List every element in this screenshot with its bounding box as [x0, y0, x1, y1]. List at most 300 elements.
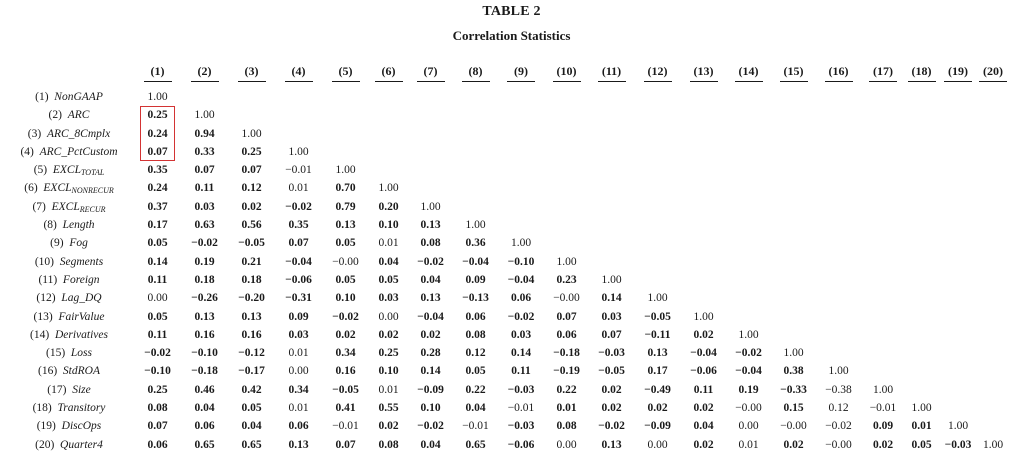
- correlation-value: −0.49: [644, 383, 671, 396]
- empty-cell: [726, 271, 771, 289]
- correlation-value: −0.02: [191, 237, 218, 250]
- variable-name: EXCL: [51, 200, 80, 213]
- empty-cell: [408, 143, 453, 161]
- correlation-value: 0.15: [783, 402, 804, 415]
- correlation-value: 0.02: [783, 438, 804, 451]
- empty-cell: [978, 161, 1008, 179]
- empty-cell: [726, 106, 771, 124]
- correlation-value: 0.10: [420, 402, 441, 415]
- empty-cell: [589, 88, 634, 106]
- correlation-value: 0.63: [194, 219, 215, 232]
- correlation-value: −0.18: [553, 347, 580, 360]
- empty-cell: [498, 88, 544, 106]
- correlation-value: 1.00: [783, 347, 804, 360]
- empty-cell: [978, 271, 1008, 289]
- empty-cell: [681, 234, 726, 252]
- correlation-value: 0.00: [147, 292, 168, 305]
- empty-cell: [905, 198, 938, 216]
- empty-cell: [634, 106, 681, 124]
- correlation-value: −0.02: [417, 255, 444, 268]
- column-header: [589, 60, 634, 82]
- row-number: (8): [43, 219, 60, 232]
- empty-cell: [408, 106, 453, 124]
- empty-cell: [905, 106, 938, 124]
- correlation-value: 0.28: [420, 347, 441, 360]
- column-header: [369, 60, 408, 82]
- empty-cell: [861, 344, 905, 362]
- correlation-value: −0.02: [735, 347, 762, 360]
- variable-name: Foreign: [62, 273, 100, 286]
- empty-cell: [905, 216, 938, 234]
- empty-cell: [861, 125, 905, 143]
- correlation-value: 0.10: [378, 365, 399, 378]
- correlation-value: 0.16: [194, 328, 215, 341]
- column-header-label: (5): [332, 62, 360, 82]
- variable-name: DiscOps: [61, 420, 102, 433]
- empty-cell: [816, 125, 861, 143]
- correlation-value: 1.00: [335, 164, 356, 177]
- row-number: (9): [50, 237, 67, 250]
- correlation-value: −0.01: [285, 164, 312, 177]
- correlation-value: 0.14: [147, 255, 168, 268]
- correlation-value: 0.05: [911, 438, 932, 451]
- correlation-value: 0.02: [872, 438, 894, 451]
- row-number: (15): [45, 347, 69, 360]
- correlation-value: 0.11: [194, 182, 215, 195]
- column-header: [275, 60, 322, 82]
- correlation-value: 1.00: [378, 182, 399, 195]
- empty-cell: [978, 253, 1008, 271]
- empty-cell: [634, 161, 681, 179]
- correlation-value: 1.00: [693, 310, 714, 323]
- empty-cell: [771, 289, 816, 307]
- variable-name: Segments: [59, 255, 104, 268]
- empty-cell: [369, 88, 408, 106]
- correlation-table: [4, 60, 1008, 454]
- correlation-value: 0.00: [288, 365, 309, 378]
- correlation-value: −0.04: [507, 273, 535, 286]
- empty-cell: [634, 253, 681, 271]
- column-header: [938, 60, 978, 82]
- correlation-value: 0.20: [378, 200, 399, 213]
- column-header-label: (4): [285, 62, 313, 82]
- correlation-value: 0.01: [556, 402, 577, 415]
- empty-cell: [938, 253, 978, 271]
- table-subtitle: Correlation Statistics: [452, 28, 571, 43]
- empty-cell: [726, 143, 771, 161]
- empty-cell: [453, 161, 498, 179]
- empty-cell: [181, 88, 228, 106]
- empty-cell: [816, 308, 861, 326]
- correlation-value: 0.24: [147, 127, 168, 140]
- correlation-value: −0.00: [553, 292, 580, 305]
- column-header: [134, 60, 181, 82]
- correlation-value: 0.02: [601, 402, 622, 415]
- empty-cell: [816, 161, 861, 179]
- empty-cell: [816, 198, 861, 216]
- empty-cell: [498, 216, 544, 234]
- correlation-value: 0.13: [420, 219, 441, 232]
- empty-cell: [634, 271, 681, 289]
- correlation-value: −0.02: [825, 420, 852, 433]
- empty-cell: [816, 289, 861, 307]
- empty-cell: [905, 161, 938, 179]
- correlation-value: 0.56: [241, 219, 262, 232]
- correlation-value: 0.06: [194, 420, 215, 433]
- empty-cell: [589, 125, 634, 143]
- table-title: TABLE 2: [482, 4, 541, 19]
- empty-cell: [771, 271, 816, 289]
- empty-cell: [816, 271, 861, 289]
- column-header: [905, 60, 938, 82]
- empty-cell: [498, 161, 544, 179]
- correlation-value: 0.03: [288, 328, 309, 341]
- correlation-value: 0.05: [335, 237, 356, 250]
- correlation-value: −0.03: [507, 420, 535, 433]
- correlation-value: −0.19: [553, 365, 580, 378]
- empty-cell: [816, 143, 861, 161]
- correlation-value: 0.65: [194, 438, 215, 451]
- column-header-label: (11): [598, 62, 626, 82]
- empty-cell: [978, 362, 1008, 380]
- correlation-value: −0.00: [735, 402, 762, 415]
- empty-cell: [771, 234, 816, 252]
- correlation-value: −0.05: [332, 383, 359, 396]
- empty-cell: [634, 216, 681, 234]
- correlation-value: −0.38: [825, 383, 852, 396]
- row-number: (14): [30, 328, 53, 341]
- correlation-value: −0.10: [144, 365, 171, 378]
- column-header-label: (2): [191, 62, 219, 82]
- correlation-value: −0.03: [598, 347, 625, 360]
- row-number: (18): [32, 402, 55, 415]
- empty-cell: [978, 399, 1008, 417]
- empty-cell: [726, 216, 771, 234]
- correlation-value: 0.34: [335, 347, 356, 360]
- empty-cell: [275, 88, 322, 106]
- correlation-value: 0.16: [241, 328, 262, 341]
- empty-cell: [905, 381, 938, 399]
- correlation-value: 0.01: [738, 438, 759, 451]
- empty-cell: [938, 271, 978, 289]
- correlation-value: −0.04: [735, 365, 762, 378]
- empty-cell: [905, 308, 938, 326]
- empty-cell: [938, 326, 978, 344]
- correlation-value: −0.01: [462, 420, 489, 433]
- correlation-value: 0.34: [288, 383, 309, 396]
- correlation-value: 0.17: [147, 219, 168, 232]
- empty-cell: [771, 308, 816, 326]
- row-label: [4, 253, 134, 271]
- empty-cell: [771, 179, 816, 197]
- empty-cell: [726, 308, 771, 326]
- empty-cell: [905, 234, 938, 252]
- empty-cell: [228, 106, 275, 124]
- empty-cell: [726, 88, 771, 106]
- correlation-value: 0.55: [378, 402, 399, 415]
- empty-cell: [978, 198, 1008, 216]
- empty-cell: [726, 198, 771, 216]
- correlation-value: −0.06: [285, 273, 312, 286]
- variable-name: StdROA: [62, 365, 100, 378]
- empty-cell: [544, 198, 589, 216]
- correlation-value: 0.07: [335, 438, 356, 451]
- empty-cell: [816, 179, 861, 197]
- empty-cell: [938, 125, 978, 143]
- empty-cell: [938, 399, 978, 417]
- variable-name: Derivatives: [54, 328, 108, 341]
- empty-cell: [938, 161, 978, 179]
- column-header-label: (20): [979, 62, 1007, 82]
- row-label: [4, 216, 134, 234]
- table-row: [4, 362, 1008, 380]
- correlation-value: 0.00: [378, 310, 399, 323]
- empty-cell: [681, 253, 726, 271]
- table-row: [4, 125, 1008, 143]
- table-row: [4, 381, 1008, 399]
- empty-cell: [861, 271, 905, 289]
- column-header-label: (17): [869, 62, 897, 82]
- correlation-value: 0.01: [378, 237, 399, 250]
- empty-cell: [938, 308, 978, 326]
- correlation-value: 0.14: [510, 347, 532, 360]
- correlation-value: −0.09: [417, 383, 444, 396]
- correlation-value: 0.70: [335, 182, 356, 195]
- column-header: [978, 60, 1008, 82]
- correlation-value: −0.01: [507, 402, 535, 415]
- row-label: [4, 88, 134, 106]
- empty-cell: [938, 106, 978, 124]
- correlation-value: 0.07: [194, 164, 215, 177]
- table-row: [4, 88, 1008, 106]
- empty-cell: [726, 289, 771, 307]
- empty-cell: [498, 125, 544, 143]
- correlation-value: 0.13: [288, 438, 309, 451]
- table-row: [4, 161, 1008, 179]
- correlation-value: −0.00: [332, 255, 359, 268]
- empty-cell: [544, 106, 589, 124]
- empty-cell: [978, 326, 1008, 344]
- correlation-value: 0.13: [420, 292, 441, 305]
- correlation-value: 0.10: [335, 292, 356, 305]
- column-header-label: (10): [553, 62, 581, 82]
- empty-cell: [861, 143, 905, 161]
- correlation-value: 0.18: [194, 273, 215, 286]
- column-header-label: (18): [908, 62, 936, 82]
- table-row: [4, 271, 1008, 289]
- correlation-value: 0.14: [420, 365, 441, 378]
- empty-cell: [938, 143, 978, 161]
- correlation-value: −0.06: [507, 438, 535, 451]
- empty-cell: [905, 344, 938, 362]
- empty-cell: [681, 161, 726, 179]
- empty-cell: [453, 179, 498, 197]
- empty-cell: [369, 125, 408, 143]
- empty-cell: [322, 88, 369, 106]
- row-number: (10): [34, 255, 57, 268]
- empty-cell: [589, 253, 634, 271]
- correlation-value: −0.02: [285, 200, 312, 213]
- empty-cell: [978, 125, 1008, 143]
- variable-name: ARC: [67, 109, 90, 122]
- empty-cell: [369, 161, 408, 179]
- empty-cell: [905, 88, 938, 106]
- column-header-label: (19): [944, 62, 972, 82]
- column-header-label: (14): [735, 62, 763, 82]
- empty-cell: [905, 253, 938, 271]
- column-header: [861, 60, 905, 82]
- column-header-label: (16): [825, 62, 853, 82]
- correlation-value: 0.08: [420, 237, 441, 250]
- row-label: [4, 179, 134, 197]
- row-label: [4, 308, 134, 326]
- empty-cell: [275, 106, 322, 124]
- empty-cell: [978, 417, 1008, 435]
- correlation-value: −0.13: [462, 292, 489, 305]
- correlation-value: −0.12: [238, 347, 265, 360]
- row-number: (12): [36, 292, 59, 305]
- variable-subscript: RECUR: [79, 204, 106, 214]
- correlation-value: 0.08: [147, 402, 168, 415]
- empty-cell: [589, 179, 634, 197]
- correlation-value: 0.24: [147, 182, 168, 195]
- correlation-value: 1.00: [510, 237, 532, 250]
- correlation-value: 0.12: [465, 347, 486, 360]
- empty-cell: [771, 198, 816, 216]
- row-label: [4, 143, 134, 161]
- correlation-value: 0.11: [693, 383, 714, 396]
- correlation-value: 0.00: [556, 438, 577, 451]
- table-row: [4, 216, 1008, 234]
- row-label: [4, 381, 134, 399]
- variable-name: Transitory: [57, 402, 106, 415]
- empty-cell: [408, 161, 453, 179]
- row-label: [4, 198, 134, 216]
- correlation-value: 0.09: [288, 310, 309, 323]
- column-header-label: (13): [690, 62, 718, 82]
- row-label: [4, 106, 134, 124]
- header-row: [4, 60, 1008, 82]
- correlation-value: 0.13: [335, 219, 356, 232]
- correlation-value: 0.04: [241, 420, 262, 433]
- correlation-value: −0.31: [285, 292, 312, 305]
- correlation-value: 1.00: [147, 91, 168, 103]
- empty-cell: [453, 106, 498, 124]
- correlation-value: −0.05: [238, 237, 265, 250]
- column-header: [228, 60, 275, 82]
- empty-cell: [408, 88, 453, 106]
- empty-cell: [978, 216, 1008, 234]
- empty-cell: [681, 198, 726, 216]
- correlation-value: 0.08: [556, 420, 577, 433]
- correlation-value: 0.02: [378, 328, 399, 341]
- empty-cell: [905, 289, 938, 307]
- empty-cell: [938, 381, 978, 399]
- column-header: [816, 60, 861, 82]
- correlation-value: 0.36: [465, 237, 486, 250]
- variable-name: ARC_PctCustom: [39, 145, 118, 158]
- correlation-value: 0.22: [465, 383, 486, 396]
- correlation-value: 0.06: [556, 328, 577, 341]
- correlation-value: 0.19: [194, 255, 215, 268]
- correlation-value: 0.02: [693, 438, 714, 451]
- row-number: (16): [38, 365, 61, 378]
- correlation-value: 0.02: [693, 328, 714, 341]
- correlation-value: 0.05: [465, 365, 486, 378]
- correlation-value: −0.02: [144, 347, 171, 360]
- column-header: [453, 60, 498, 82]
- empty-cell: [978, 179, 1008, 197]
- empty-cell: [275, 125, 322, 143]
- empty-cell: [634, 143, 681, 161]
- correlation-value: 0.08: [465, 328, 486, 341]
- correlation-value: −0.17: [238, 365, 265, 378]
- correlation-value: 0.07: [147, 145, 168, 158]
- correlation-value: 0.01: [288, 182, 309, 195]
- correlation-value: 1.00: [465, 219, 486, 232]
- correlation-value: 0.02: [647, 402, 668, 415]
- correlation-value: 0.18: [241, 273, 262, 286]
- correlation-value: 1.00: [420, 200, 441, 213]
- correlation-value: −0.09: [644, 420, 671, 433]
- empty-cell: [228, 88, 275, 106]
- table-row: [4, 198, 1008, 216]
- correlation-value: 0.04: [693, 420, 714, 433]
- table-row: [4, 326, 1008, 344]
- empty-cell: [905, 362, 938, 380]
- correlation-value: −0.18: [191, 365, 218, 378]
- correlation-value: 0.02: [420, 328, 441, 341]
- empty-cell: [978, 106, 1008, 124]
- table-row: [4, 344, 1008, 362]
- correlation-value: −0.01: [869, 402, 897, 415]
- correlation-value: 1.00: [194, 109, 215, 122]
- row-number: (7): [32, 200, 49, 213]
- correlation-value: 0.13: [601, 438, 622, 451]
- empty-cell: [861, 88, 905, 106]
- correlation-value: 0.06: [147, 438, 168, 451]
- empty-cell: [938, 179, 978, 197]
- correlation-value: 0.46: [194, 383, 215, 396]
- variable-name: Length: [62, 219, 95, 232]
- empty-cell: [978, 88, 1008, 106]
- empty-cell: [771, 125, 816, 143]
- correlation-value: 0.03: [194, 200, 215, 213]
- empty-cell: [544, 125, 589, 143]
- empty-cell: [861, 289, 905, 307]
- empty-cell: [544, 161, 589, 179]
- empty-cell: [453, 143, 498, 161]
- empty-cell: [681, 289, 726, 307]
- correlation-value: 0.23: [556, 273, 577, 286]
- correlation-value: −0.04: [690, 347, 717, 360]
- empty-cell: [861, 253, 905, 271]
- table-row: [4, 399, 1008, 417]
- correlation-value: −0.33: [780, 383, 807, 396]
- empty-cell: [771, 88, 816, 106]
- correlation-value: 0.65: [465, 438, 486, 451]
- correlation-value: 0.38: [783, 365, 804, 378]
- correlation-value: −0.20: [238, 292, 265, 305]
- header-corner: [4, 60, 134, 82]
- correlation-value: 0.01: [378, 383, 399, 396]
- correlation-value: 1.00: [982, 438, 1004, 451]
- correlation-value: 0.05: [147, 310, 168, 323]
- empty-cell: [589, 216, 634, 234]
- correlation-value: 0.25: [378, 347, 399, 360]
- correlation-value: 0.04: [465, 402, 486, 415]
- row-label: [4, 362, 134, 380]
